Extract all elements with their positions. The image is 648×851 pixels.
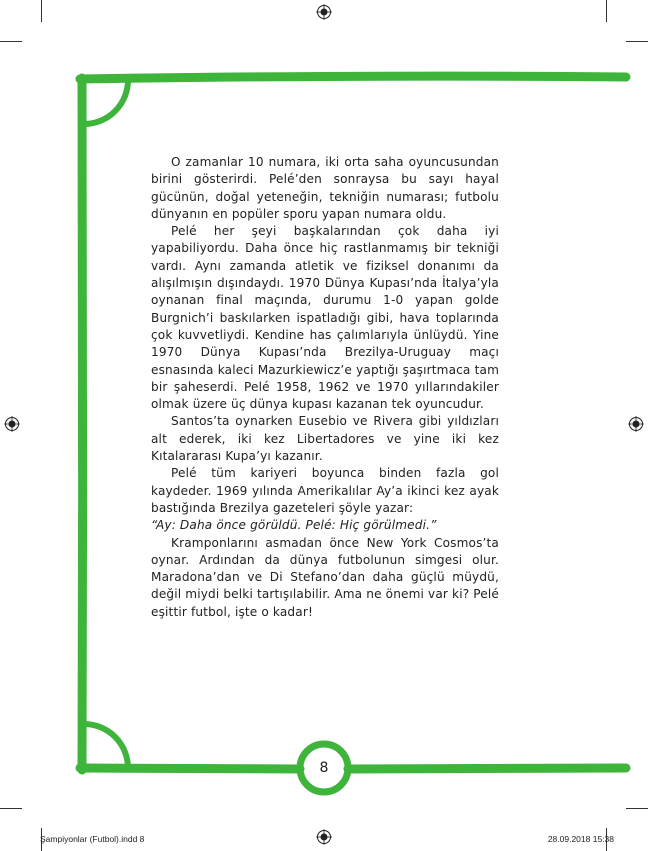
quote <box>151 517 499 534</box>
paragraph: Pelé tüm kariyeri boyunca binden fazla gol kaydeder. 1969 yılında Amerikalılar Ay’a ikinci kez ayak bastığında Brezilya gazeteleri şöyle yazar: <box>151 466 499 515</box>
slug-datetime: 28.09.2018 15:38 <box>547 834 614 844</box>
quote-text: “Ay: Daha önce görüldü. Pelé: Hiç görülmedi.” <box>151 518 437 533</box>
article-body <box>151 154 499 621</box>
paragraph: Pelé her şeyi başkalarından çok daha iyi yapabiliyordu. Daha önce hiç rastlanmamış bir tekniği vardı. Aynı zamanda atletik ve fiziksel donanımı da alışılmışın dışındaydı. 1970 Dünya Kupası’nda İtalya’yla oynanan final maçında, durumu 1-0 yapan golde Burgnich’i baskılarken ispatladığı gibi, hava toplarında çok kuvvetliydi. Kendine has çalımlarıyla ünlüydü. Yine 1970 Dünya Kupası’nda Brezilya-Uruguay maçı esnasında kaleci Mazurkiewicz’e yaptığı şaşırtmaca tam bir şaheserdi. Pelé 1958, 1962 ve 1970 yıllarındakiler olmak üzere üç dünya kupası kazanan tek oyuncudur. <box>151 224 499 412</box>
paragraph: Santos’ta oynarken Eusebio ve Rivera gibi yıldızları alt ederek, iki kez Libertadores ve yine iki kez Kıtalararası Kupa’yı kazanır. <box>151 414 499 464</box>
paragraph: Kramponlarını asmadan önce New York Cosmos’ta oynar. Ardından da dünya futbolunun simgesi olur. Maradona’dan ve Di Stefano’dan daha güçlü müydü, değil miydi belki tartışılabilir. Ama ne önemi var ki? Pelé eşittir futbol, işte o kadar! <box>151 535 499 619</box>
paragraph: O zamanlar 10 numara, iki orta saha oyuncusundan birini gösterirdi. Pelé’den sonraysa bu sayı hayal gücünün, doğal yeteneğin, tekniğin numarası; futbolu dünyanın en popüler sporu yapan numara oldu. <box>151 155 499 221</box>
page-number: 8 <box>319 760 329 776</box>
slug-filename: Şampiyonlar (Futbol).indd 8 <box>40 834 145 844</box>
